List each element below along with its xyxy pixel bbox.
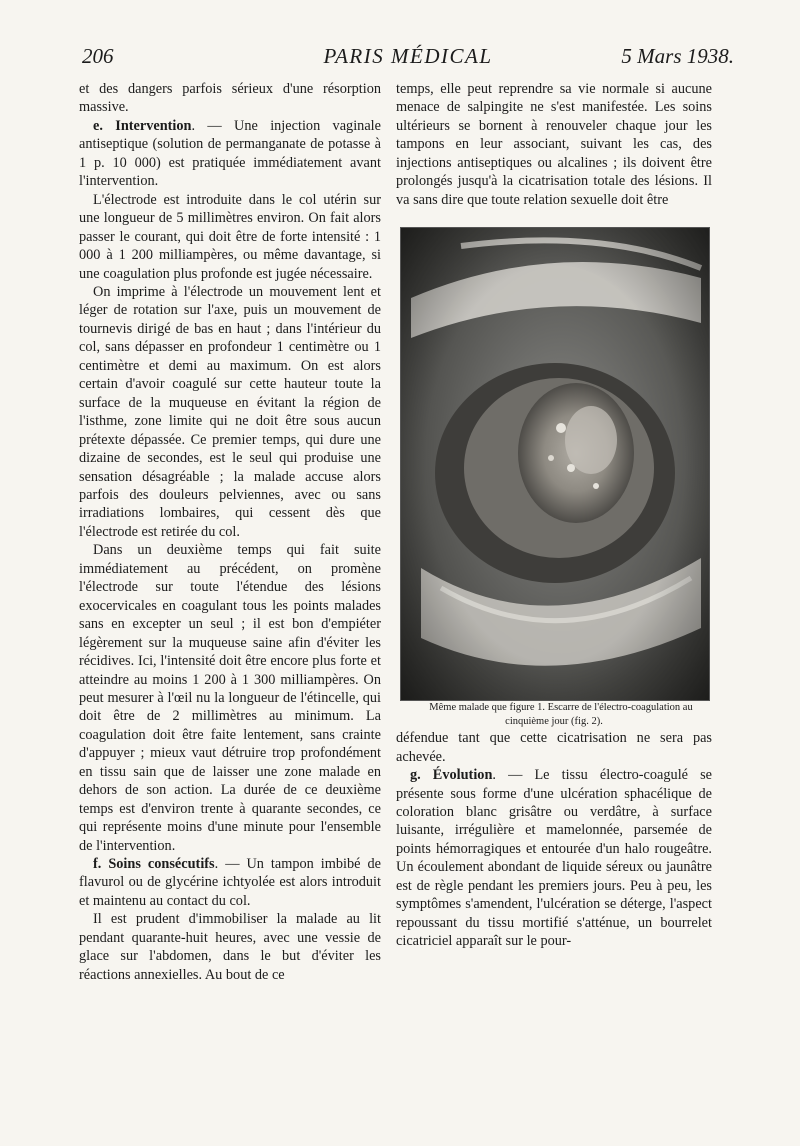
- heading-intervention: e. Intervention: [93, 117, 192, 134]
- heading-soins-consecutifs: f. Soins consécutifs: [93, 856, 215, 873]
- paragraph-intervention: e. Intervention. — Une injection vaginale antiseptique (solution de permanganate de potasse à 1 p. 10 000) est pratiquée immédiatement avant l'intervention.: [79, 117, 381, 190]
- issue-date: 5 Mars 1938.: [621, 44, 734, 68]
- paragraph: Dans un deuxième temps qui fait suite immédiatement au précédent, on promène l'électrode sur toute l'étendue des lésions exocervicales en coagulant tous les points malades sans en excepter un seul ; il est bon d'empiéter légèrement sur la muqueuse saine afin d'éviter les récidives. Ici, l'intensité doit être encore plus forte et atteindre au moins 1 200 à 1 300 milliampères. On peut mesurer à l'œil nu la longueur de l'étincelle, qui doit être de 2 millimètres au minimum. La coagulation doit être faite lentement, sans crainte d'appuyer ; mieux vaut détruire trop profondément en tissu sain que de laisser une zone malade en dehors de son action. La durée de ce deuxième temps est d'environ trente à quarante secondes, ce qui représente moins d'une minute pour l'ensemble de l'intervention.: [79, 542, 381, 854]
- left-column: [79, 80, 381, 984]
- paragraph: Il est prudent d'immobiliser la malade au lit pendant quarante-huit heures, avec une vessie de glace sur l'abdomen, dans le but d'éviter les réactions annexielles. Au bout de ce: [79, 911, 381, 983]
- paragraph-soins: f. Soins consécutifs. — Un tampon imbibé de flavurol ou de glycérine ichtyolée est alors introduit et maintenu au contact du col.: [79, 856, 382, 909]
- heading-evolution: g. Évolution: [410, 767, 493, 784]
- paragraph: temps, elle peut reprendre sa vie normale si aucune menace de salpingite ne s'est manifestée. Les soins ultérieurs se bornent à renouveler chaque jour les tampons en leur associant, suivant les cas, des injections antiseptiques ou alcalines ; ils doivent être prolongés jusqu'à la cicatrisation totale des lésions. Il va sans dire que toute relation sexuelle doit être: [396, 81, 712, 208]
- paragraph: défendue tant que cette cicatrisation ne sera pas achevée.: [396, 730, 712, 765]
- paragraph: On imprime à l'électrode un mouvement lent et léger de rotation sur l'axe, puis un mouvement de tournevis dirigé de bas en haut ; dans l'intérieur du col, sans dépasser en profondeur 1 centimètre ou 1 centimètre et demi au maximum. On est alors certain d'avoir coagulé sur cette hauteur toute la surface de la muqueuse en évitant la région de l'isthme, zone limite qui ne doit être sous aucun prétexte dépassée. Ce premier temps, qui dure une dizaine de secondes, est le seul qui produise une sensation désagréable ; la malade accuse alors parfois des douleurs pelviennes, avec ou sans irradiations lombaires, qui cessent dès que l'électrode est retirée du col.: [79, 283, 381, 540]
- paragraph: L'électrode est introduite dans le col utérin sur une longueur de 5 millimètres environ. On fait alors passer le courant, qui doit être de forte intensité : 1 000 à 1 200 milliampères, ou même davantage, si une coagulation plus profonde est jugée nécessaire.: [79, 191, 381, 282]
- clinical-photograph: [400, 227, 710, 701]
- paragraph-evolution: g. Évolution. — Le tissu électro-coagulé se présente sous forme d'une ulcération sphacélique de coloration blanc grisâtre ou verdâtre, à surface luisante, irrégulière et mamelonnée, parsemée de points hémorragiques et entourée d'un halo rougeâtre. Un écoulement abondant de liquide séreux ou jaunâtre est de règle pendant les premiers jours. Peu à peu, les symptômes s'amendent, l'ulcération se déterge, l'aspect repoussant du tissu mortifié s'atténue, un bourrelet cicatriciel apparaît sur le pour-: [396, 767, 713, 950]
- page-header: [82, 44, 734, 74]
- figure-caption: Même malade que figure 1. Escarre de l'électro-coagulation au cinquième jour (fig. 2).: [429, 702, 693, 728]
- page-number: 206: [82, 44, 114, 68]
- photograph-illustration: [401, 228, 709, 700]
- journal-title: PARIS MÉDICAL: [323, 44, 493, 68]
- paragraph: et des dangers parfois sérieux d'une résorption massive.: [79, 81, 381, 116]
- right-column: [396, 80, 712, 951]
